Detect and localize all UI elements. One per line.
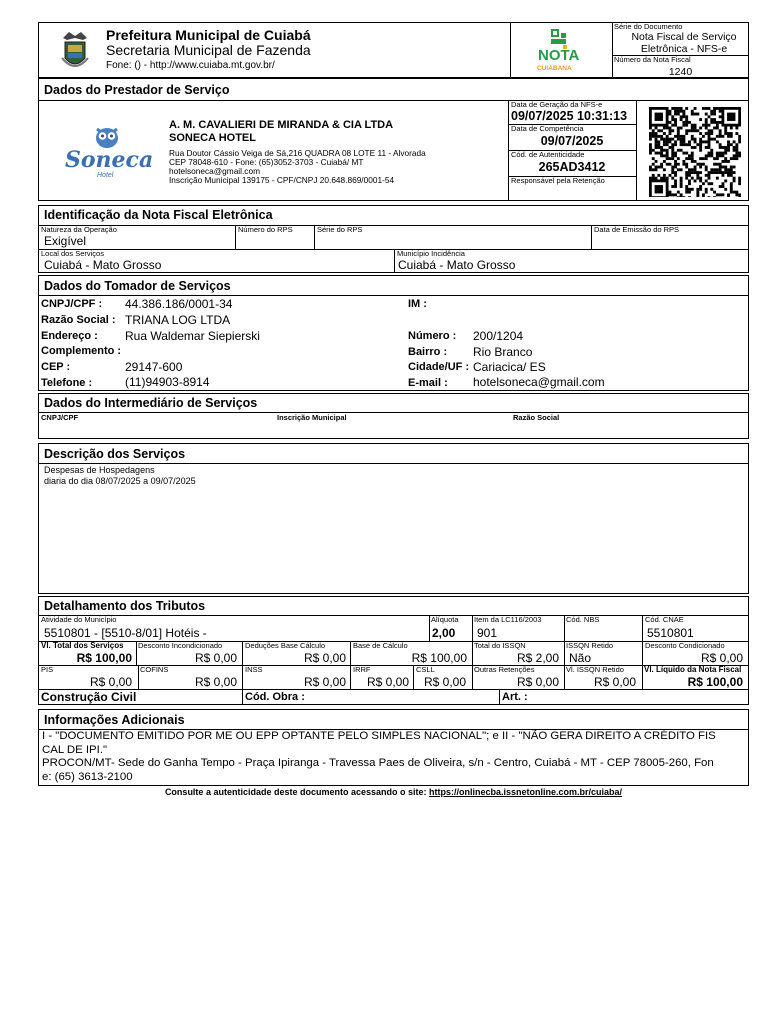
art-label: Art. : — [502, 691, 528, 703]
inss-value: R$ 0,00 — [303, 675, 346, 689]
csll-value: R$ 0,00 — [423, 675, 466, 689]
tomador-endereco-label: Endereço : — [41, 330, 98, 342]
tomador-telefone-value: (11)94903-8914 — [125, 375, 210, 389]
tomador-bairro-label: Bairro : — [408, 346, 448, 358]
desc-incond-value: R$ 0,00 — [194, 651, 237, 665]
cod-autenticidade-label: Cód. de Autenticidade — [511, 150, 585, 159]
tomador-numero-value: 200/1204 — [473, 329, 524, 343]
atividade-label: Atividade do Município — [41, 615, 117, 624]
pis-label: PIS — [41, 665, 54, 674]
total-servicos-label: Vl. Total dos Serviços — [41, 641, 124, 650]
municipio-label: Município Incidência — [397, 249, 465, 258]
tomador-cep-label: CEP : — [41, 361, 71, 373]
inss-label: INSS — [245, 665, 263, 674]
cod-cnae-label: Cód. CNAE — [645, 615, 684, 624]
prestador-box — [38, 78, 749, 201]
numero-nota-label: Número da Nota Fiscal — [614, 55, 691, 64]
footer-text: Consulte a autenticidade deste documento acessando o site: — [164, 787, 427, 797]
desc-cond-value: R$ 0,00 — [700, 651, 743, 665]
desc-cond-label: Desconto Condicionado — [645, 641, 725, 650]
tomador-bairro-value: Rio Branco — [473, 345, 533, 359]
cod-obra-label: Cód. Obra : — [245, 691, 305, 703]
irrf-value: R$ 0,00 — [366, 675, 409, 689]
responsavel-retencao-label: Responsável pela Retenção — [511, 176, 605, 185]
footer-link[interactable]: https://onlinecba.issnetonline.com.br/cuiaba/ — [429, 787, 623, 797]
numero-nota-value: 1240 — [668, 66, 693, 78]
serie-documento-value: Nota Fiscal de Serviço Eletrônica - NFS-e — [631, 31, 737, 55]
prestador-cep: CEP 78048-610 - Fone: (65)3052-3703 - Cuiabá/ MT — [169, 157, 364, 167]
prestador-razao: A. M. CAVALIERI DE MIRANDA & CIA LTDA — [169, 119, 394, 131]
natureza-label: Natureza da Operação — [41, 225, 117, 234]
nota-logo-text: NOTA — [538, 47, 580, 64]
fone-link-text: Fone: () - http://www.cuiaba.mt.gov.br/ — [106, 60, 275, 71]
outras-retencoes-label: Outras Retenções — [474, 665, 535, 674]
vl-issqn-retido-value: R$ 0,00 — [593, 675, 636, 689]
cod-cnae-value: 5510801 — [647, 626, 694, 640]
item-lc-label: Item da LC116/2003 — [474, 615, 542, 624]
tomador-email-value: hotelsoneca@gmail.com — [473, 375, 605, 389]
soneca-logo-sub: Hotel — [97, 172, 114, 179]
data-rps-label: Data de Emissão do RPS — [594, 225, 680, 234]
tomador-cep-value: 29147-600 — [125, 360, 183, 374]
descricao-line-2: diaria do dia 08/07/2025 a 09/07/2025 — [44, 476, 196, 486]
tomador-im-label: IM : — [408, 298, 427, 310]
serie-documento-label: Série do Documento — [614, 22, 683, 31]
data-geracao-value: 09/07/2025 10:31:13 — [511, 109, 628, 123]
tomador-numero-label: Número : — [408, 330, 457, 342]
tomador-endereco-value: Rua Waldemar Siepierski — [125, 329, 260, 343]
cuiabana-logo-text: CUIABANA — [537, 65, 572, 72]
identificacao-title: Identificação da Nota Fiscal Eletrônica — [44, 208, 273, 222]
tributos-box — [38, 596, 749, 705]
tomador-telefone-label: Telefone : — [41, 377, 93, 389]
nota-cuiabana-logo — [529, 27, 589, 75]
intermediario-cnpj-label: CNPJ/CPF — [41, 413, 79, 422]
atividade-value: 5510801 - [5510-8/01] Hotéis - — [44, 626, 207, 640]
prestador-endereco: Rua Doutor Cássio Veiga de Sá,216 QUADRA 08 LOTE 11 - Alvorada — [169, 148, 426, 158]
cofins-value: R$ 0,00 — [194, 675, 237, 689]
data-geracao-label: Data de Geração da NFS-e — [511, 100, 603, 109]
adicionais-line-4: e: (65) 3613-2100 — [42, 771, 133, 783]
base-calculo-label: Base de Cálculo — [353, 641, 408, 650]
intermediario-title: Dados do Intermediário de Serviços — [44, 396, 258, 410]
total-issqn-label: Total do ISSQN — [474, 641, 526, 650]
issqn-retido-value: Não — [569, 651, 592, 665]
prestador-email: hotelsoneca@gmail.com — [169, 166, 260, 176]
prefeitura-title: Prefeitura Municipal de Cuiabá — [106, 27, 311, 43]
qr-code-icon — [649, 107, 741, 197]
item-lc-value: 901 — [477, 626, 498, 640]
prestador-title: Dados do Prestador de Serviço — [44, 83, 230, 97]
soneca-logo — [61, 123, 153, 183]
natureza-value: Exigível — [44, 234, 87, 248]
owl-icon — [92, 123, 122, 149]
cod-nbs-label: Cód. NBS — [566, 615, 600, 624]
adicionais-line-3: PROCON/MT- Sede do Ganha Tempo - Praça Ipiranga - Travessa Paes de Oliveira, s/n - Centro, Cuiabá - MT - CEP 78005-260, Fon — [42, 757, 714, 769]
descricao-line-1: Despesas de Hospedagens — [44, 465, 155, 475]
tomador-razao-label: Razão Social : — [41, 314, 116, 326]
deducoes-label: Deduções Base Cálculo — [245, 641, 326, 650]
numero-rps-label: Número do RPS — [238, 225, 293, 234]
prestador-inscricao: Inscrição Municipal 139175 - CPF/CNPJ 20.648.869/0001-54 — [169, 175, 395, 185]
base-calculo-value: R$ 100,00 — [411, 651, 467, 665]
intermediario-inscricao-label: Inscrição Municipal — [277, 413, 347, 422]
identificacao-box — [38, 205, 749, 273]
adicionais-title: Informações Adicionais — [44, 713, 185, 727]
soneca-logo-name: Soneca — [65, 147, 154, 173]
local-servicos-value: Cuiabá - Mato Grosso — [44, 258, 162, 272]
qr-code[interactable] — [649, 107, 741, 197]
tomador-box — [38, 275, 749, 391]
tomador-email-label: E-mail : — [408, 377, 448, 389]
adicionais-box — [38, 709, 749, 786]
pis-value: R$ 0,00 — [89, 675, 132, 689]
tomador-complemento-label: Complemento : — [41, 345, 122, 357]
vl-issqn-retido-label: Vl. ISSQN Retido — [566, 665, 624, 674]
total-issqn-value: R$ 2,00 — [516, 651, 559, 665]
issqn-retido-label: ISSQN Retido — [566, 641, 614, 650]
local-servicos-label: Local dos Serviços — [41, 249, 104, 258]
deducoes-value: R$ 0,00 — [303, 651, 346, 665]
secretaria-title: Secretaria Municipal de Fazenda — [106, 42, 311, 58]
aliquota-label: Alíquota — [431, 615, 459, 624]
intermediario-box — [38, 393, 749, 439]
adicionais-line-1: I - "DOCUMENTO EMITIDO POR ME OU EPP OPTANTE PELO SIMPLES NACIONAL"; e II - "NÃO GERA DIREITO A CRÉDITO FIS — [42, 730, 716, 742]
irrf-label: IRRF — [353, 665, 371, 674]
footer — [38, 787, 749, 797]
tomador-cidade-label: Cidade/UF : — [408, 361, 470, 373]
liquido-value: R$ 100,00 — [687, 675, 743, 689]
cod-autenticidade-value: 265AD3412 — [538, 160, 606, 174]
cofins-label: COFINS — [140, 665, 169, 674]
municipio-value: Cuiabá - Mato Grosso — [398, 258, 516, 272]
tomador-title: Dados do Tomador de Serviços — [44, 279, 231, 293]
data-competencia-value: 09/07/2025 — [540, 134, 604, 148]
desc-incond-label: Desconto Incondicionado — [138, 641, 223, 650]
total-servicos-value: R$ 100,00 — [76, 651, 132, 665]
intermediario-razao-label: Razão Social — [513, 413, 560, 422]
serie-rps-label: Série do RPS — [317, 225, 363, 234]
tomador-cidade-value: Cariacica/ ES — [473, 360, 546, 374]
coat-of-arms-icon — [59, 28, 91, 74]
tomador-cnpj-label: CNPJ/CPF : — [41, 298, 103, 310]
adicionais-line-2: CAL DE IPI." — [42, 744, 108, 756]
csll-label: CSLL — [416, 665, 435, 674]
prestador-fantasia: SONECA HOTEL — [169, 132, 256, 144]
descricao-box — [38, 443, 749, 594]
tomador-razao-value: TRIANA LOG LTDA — [125, 313, 231, 327]
tomador-cnpj-value: 44.386.186/0001-34 — [125, 297, 233, 311]
construcao-civil-label: Construção Civil — [41, 690, 137, 704]
header-box — [38, 22, 749, 78]
data-competencia-label: Data de Competência — [511, 124, 584, 133]
liquido-label: Vl. Líquido da Nota Fiscal — [644, 665, 742, 674]
tributos-title: Detalhamento dos Tributos — [44, 599, 206, 613]
aliquota-value: 2,00 — [432, 626, 456, 640]
descricao-title: Descrição dos Serviços — [44, 447, 186, 461]
outras-retencoes-value: R$ 0,00 — [516, 675, 559, 689]
